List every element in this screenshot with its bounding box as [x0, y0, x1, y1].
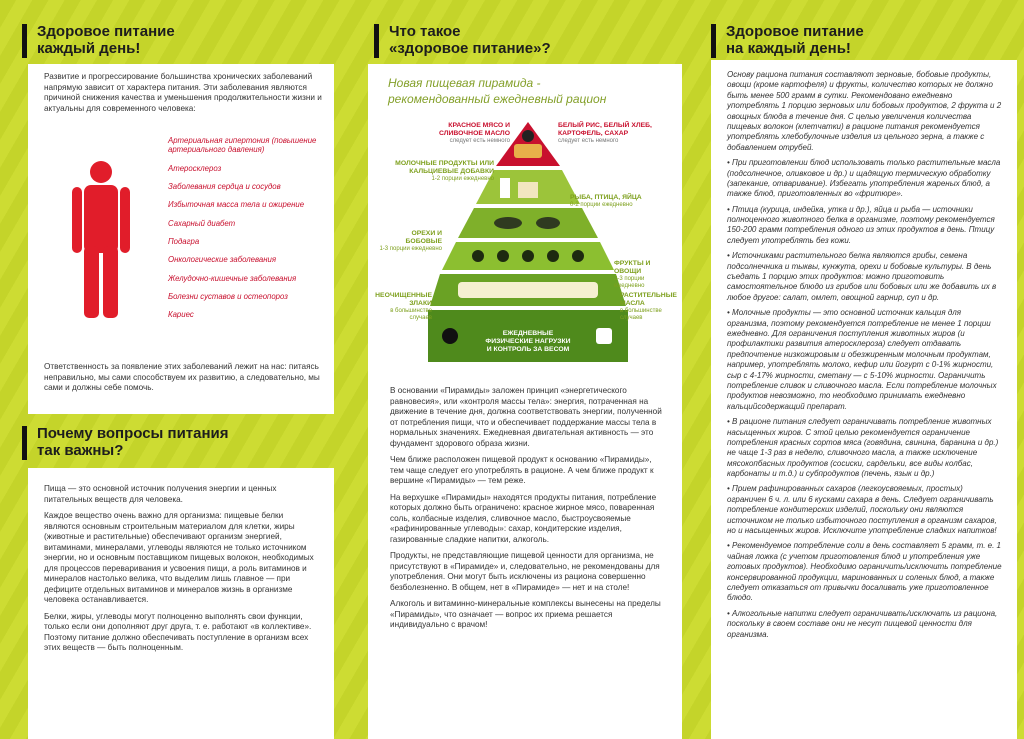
- paragraph: Основу рациона питания составляют зерновые, бобовые продукты, овощи (кроме картофеля) и фрукты, количество которых не должно быть менее 500 грамм в сутки. Рекомендовано ежедневно употреблять 1 порцию зерновых или бобовых продуктов, 2 фрукта и 2 овощных блюда в течение дня. С целью увеличения количества пищевых волокон (клетчатки) в рационе питания рекомендуется употреблять хлебобулочные изделия из цельного зерна, а также с добавлением отрубей.: [727, 70, 1002, 152]
- paragraph: • Рекомендуемое потребление соли в день составляет 5 грамм, т. е. 1 чайная ложка (с учетом приготовления блюд и употребления уже готовых продуктов). Необходимо ограничить/исключить потребление консервированной продукции, маринованных и соленых блюд, а также следует отказаться от привычки досаливать уже приготовленное блюдо.: [727, 541, 1002, 603]
- paragraph: • Источниками растительного белка являются грибы, семена подсолнечника и тыквы, кунжута, орехи и бобовые культуры. В день съедать 1 порцию этих продуктов: можно приготовить самостоятельное блюдо из грибов или бобовых или же добавить их в любое другое: салат, омлет, овощной гарнир, суп и др.: [727, 251, 997, 302]
- column-2: [352, 0, 697, 739]
- label-grains: НЕОЧИЩЕННЫЕ ЗЛАКИ в большинстве случаев: [375, 292, 432, 321]
- paragraph: Белки, жиры, углеводы могут полноценно выполнять свои функции, только если они дополняют друг друга, т. е. работают «в коллективе». Поэтому питание должно обеспечивать поступление в организм всех этих веществ — быть полноценным.: [44, 611, 312, 652]
- diseases-panel: [28, 64, 334, 414]
- label-fruit: ФРУКТЫ И ОВОЩИ 2-3 порции ежедневно: [614, 260, 651, 289]
- label-oils: РАСТИТЕЛЬНЫЕ МАСЛА в большинстве случаев: [620, 292, 677, 321]
- label-base-activity: ЕЖЕДНЕВНЫЕ ФИЗИЧЕСКИЕ НАГРУЗКИ И КОНТРОЛЬ ЗА ВЕСОМ: [485, 330, 571, 353]
- food-pyramid: [428, 116, 628, 366]
- paragraph: Пища — это основной источник получения энергии и ценных питательных веществ для человека.: [44, 484, 277, 504]
- why-panel: [28, 468, 334, 739]
- list-item: Заболевания сердца и сосудов: [168, 182, 281, 192]
- paragraph: В основании «Пирамиды» заложен принцип «энергетического равновесия», или «контроля массы тела»: энергия, потраченная на движение в течение дня, должна соответствовать энергии, полученной от потребления пищи, что и обеспечивает поддержание массы тела в нормальных значениях. Ежедневная двигательная активность — это фундамент здорового образа жизни.: [390, 386, 662, 448]
- paragraph: Каждое вещество очень важно для организма: пищевые белки являются основным строительным материалом для клетки, жиры (животные и растительные) обеспечивают организм энергией, витаминами, минералами, углеводы являются не только источником энергии, но и основным поставщиком пищевых волокон, необходимых для процессов переваривания и усвоения пищи, а роль витаминов и минералов настолько велика, что выделим лишь главное — при дефиците отдельных витаминов и минералов жизнь в организме человека останавливается.: [44, 511, 314, 604]
- pyramid-panel: [368, 64, 682, 739]
- list-item: Сахарный диабет: [168, 218, 236, 228]
- pyramid-title: Новая пищевая пирамида - рекомендованный ежедневный рацион: [388, 76, 607, 106]
- label-nuts: ОРЕХИ И БОБОВЫЕ 1-3 порции ежедневно: [379, 230, 442, 252]
- responsibility-text: Ответственность за появление этих заболеваний лежит на нас: питаясь неправильно, мы сами способствуем их развитию, а следовательно, мы сами и должны себе помочь.: [44, 362, 320, 392]
- list-item: Болезни суставов и остеопороз: [168, 292, 288, 302]
- column-1: [0, 0, 345, 739]
- pyramid-text: [390, 386, 666, 637]
- paragraph: • Прием рафинированных сахаров (легкоусвояемых, простых) ограничен 6 ч. л. или 6 кусками сахара в день. Следует ограничивать потребление кондитерских изделий, поскольку они являются источником не только избыточного поступления в организм сахаров, но и насыщенных жиров. Исключите употребление сладких напитков!: [727, 484, 997, 536]
- heading-why-nutrition: Почему вопросы питания так важны?: [22, 426, 229, 460]
- list-item: Желудочно-кишечные заболевания: [168, 273, 297, 283]
- label-fish: РЫБА, ПТИЦА, ЯЙЦА 0-2 порции ежедневно: [570, 194, 642, 208]
- label-white-foods: БЕЛЫЙ РИС, БЕЛЫЙ ХЛЕБ, КАРТОФЕЛЬ, САХАР следует есть немного: [558, 122, 652, 144]
- label-red-meat: КРАСНОЕ МЯСО И СЛИВОЧНОЕ МАСЛО следует есть немного: [438, 122, 510, 144]
- list-item: Артериальная гипертония (повышение артериального давления): [168, 136, 317, 155]
- paragraph: Продукты, не представляющие пищевой ценности для организма, не присутствуют в «Пирамиде» и, следовательно, не рекомендованы для употребления. Они могут быть исключены из рациона совершенно безболезненно. В общем, нет в «Пирамиде» — нет и на столе!: [390, 551, 660, 592]
- column-3: [703, 0, 1024, 739]
- paragraph: • В рационе питания следует ограничивать потребление животных насыщенных жиров. С этой целью рекомендуется ограничение потребления красных сортов мяса (говядина, свинина, баранина и др.) не чаще 1-3 раз в неделю, сливочного масла, а также исключение мясокопбасных продуктов (сосиски, сардельки, все виды колбас, карбонаты и т.д.) и субпродуктов (печень, язык и др.): [727, 417, 999, 479]
- heading-healthy-eating-daily: Здоровое питание на каждый день!: [711, 24, 864, 58]
- recommendations-panel: [711, 60, 1017, 739]
- paragraph: • Птица (курица, индейка, утка и др.), яйца и рыба — источники полноценного животного белка в организме, поэтому рекомендуется 150-200 грамм потребления одного из этих продуктов в день. Птицу следует употреблять без кожи.: [727, 204, 995, 245]
- list-item: Кариес: [168, 310, 194, 320]
- list-item: Избыточная масса тела и ожирение: [168, 200, 305, 210]
- human-figure-icon: [70, 160, 132, 320]
- paragraph: Алкоголь и витаминно-минеральные комплексы вынесены на пределы «Пирамиды», что означает — вопрос их приема решается индивидуально с врачом!: [390, 599, 661, 629]
- disease-list: [168, 136, 328, 329]
- heading-what-is-healthy: Что такое «здоровое питание»?: [374, 24, 551, 58]
- list-item: Подагра: [168, 237, 200, 247]
- heading-healthy-eating: Здоровое питание каждый день!: [22, 24, 175, 58]
- paragraph: • При приготовлении блюд использовать только растительные масла (подсолнечное, оливковое и др.) и щадящую термическую обработку (запекание, отваривание). Избегать употребления жареных блюд, а также блюд, приготовленных во «фритюре».: [727, 158, 1001, 199]
- paragraph: • Молочные продукты — это основной источник кальция для организма, поэтому рекомендуется потребление не менее 1 порции ежедневно. Для ограничения поступления животных жиров (и профилактики развития атеросклероза) следует отдавать предпочтение низкожировым и обезжиренным молочным продуктам, например, употреблять молоко, кефир или йогурт с 0-1% жирности, сыр с 4-17% жирности, сметану — с 5-10% жирности. Ограничить потребление сливок и сливочного масла. Если потребление молочных продуктов невозможно, то необходимо принимать ежедневно кальцийсодержащий препарат.: [727, 308, 997, 411]
- label-dairy: МОЛОЧНЫЕ ПРОДУКТЫ ИЛИ КАЛЬЦИЕВЫЕ ДОБАВКИ 1-2 порции ежедневно: [395, 160, 494, 182]
- list-item: Онкологические заболевания: [168, 255, 277, 265]
- paragraph: • Алкогольные напитки следует ограничивать/исключать из рациона, поскольку в своем составе они не несут пищевой ценности для организма.: [727, 608, 998, 639]
- intro-text: Развитие и прогрессирование большинства хронических заболеваний напрямую зависит от характера питания. Эти заболевания являются причиной снижения качества и уменьшения продолжительности жизни и актуальны для современного человека:: [44, 72, 322, 113]
- paragraph: Чем ближе расположен пищевой продукт к основанию «Пирамиды», тем чаще следует его употреблять в рационе. А чем ближе продукт к вершине «Пирамиды» — тем реже.: [390, 455, 654, 485]
- list-item: Атеросклероз: [168, 163, 222, 173]
- paragraph: На верхушке «Пирамиды» находятся продукты питания, потребление которых должно быть ограничено: красное жирное мясо, поваренная соль, колбасные изделия, сливочное масло, быстроусвояемые «рафинированные углеводы»: сахар, кондитерские изделия, газированные сладкие напитки, алкоголь.: [390, 492, 657, 544]
